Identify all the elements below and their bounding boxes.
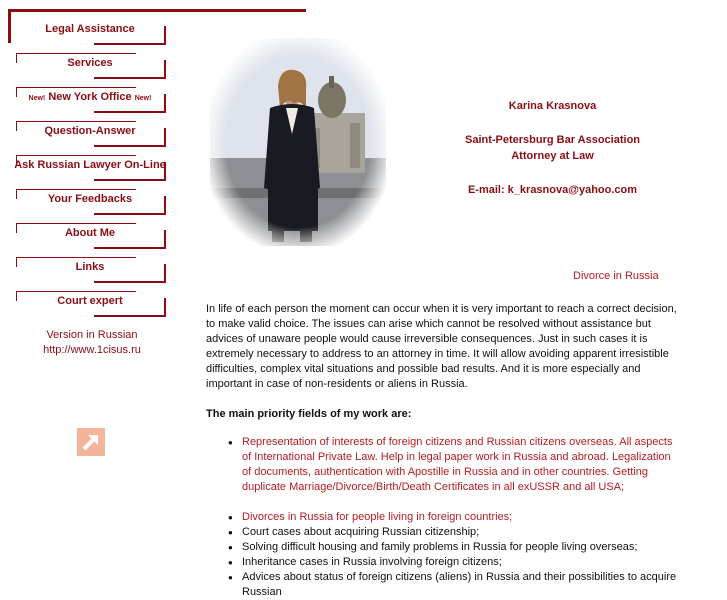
nav-item-about-me[interactable] xyxy=(14,218,170,252)
nav-item-legal-assistance[interactable] xyxy=(14,14,170,48)
priority-list xyxy=(206,435,682,600)
nav-item-services[interactable] xyxy=(14,48,170,82)
divorce-in-russia-link[interactable]: Divorce in Russia xyxy=(573,270,659,282)
new-badge: New! xyxy=(28,95,46,102)
russian-site-url[interactable]: http://www.1cisus.ru xyxy=(43,344,141,356)
list-item-link[interactable]: ● Divorces in Russia for people living in foreign countries; xyxy=(242,510,682,525)
russian-version-block xyxy=(14,328,170,358)
nav-item-ask-lawyer-online[interactable] xyxy=(14,150,170,184)
attorney-photo xyxy=(210,38,386,246)
list-item: ● Advices about status of foreign citizens (aliens) in Russia and their possibilities to acquire Russian xyxy=(242,570,682,600)
list-item: ● Solving difficult housing and family problems in Russia for people living overseas; xyxy=(242,540,682,555)
nav-item-label: Court expert xyxy=(57,295,123,307)
russian-version-link[interactable]: Version in Russian xyxy=(46,329,138,341)
nav-item-label: Links xyxy=(75,261,105,273)
list-item: ● Court cases about acquiring Russian citizenship; xyxy=(242,525,682,540)
nav-item-label: Legal Assistance xyxy=(45,23,135,35)
list-item: ● Inheritance cases in Russia involving foreign citizens; xyxy=(242,555,682,570)
profile-block xyxy=(420,100,685,196)
attorney-name: Karina Krasnova xyxy=(508,100,597,112)
email-link[interactable]: E-mail: k_krasnova@yahoo.com xyxy=(467,184,638,196)
intro-paragraph: In life of each person the moment can occur when it is very important to reach a correct decision, to make valid choice. The issues can arise which cannot be resolved without assistance but advices of unaware people would cause irreversible consequences. Just in such cases it is extremely necessary to address to an attorney in time. It will allow avoiding apparent irresistible difficulties, complex vital situations and possible bad results. And it is more especially and important in case of non-residents or aliens in Russia. xyxy=(206,303,677,390)
new-badge: New! xyxy=(134,95,152,102)
nav-item-your-feedbacks[interactable] xyxy=(14,184,170,218)
nav-item-links[interactable] xyxy=(14,252,170,286)
nav-item-court-expert[interactable] xyxy=(14,286,170,320)
nav-item-label: Question-Answer xyxy=(44,125,136,137)
main-content xyxy=(206,302,682,600)
sidebar-nav xyxy=(14,14,170,320)
bar-association: Saint-Petersburg Bar Association xyxy=(464,134,641,146)
nav-item-label: About Me xyxy=(64,227,116,239)
nav-item-new-york-office[interactable] xyxy=(14,82,170,116)
priority-heading: The main priority fields of my work are: xyxy=(206,408,412,420)
list-item-link[interactable]: ● Representation of interests of foreign citizens and Russian citizens overseas. All aspects of International Private Law. Help in legal paper work in Russia and abroad. Legalization of documents, authentication with Apostille in Russia and in other countries. Getting duplicate Marriage/Divorce/Birth/Death Certificates in all exUSSR and all USA; xyxy=(242,435,682,495)
attorney-title: Attorney at Law xyxy=(511,150,594,162)
nav-left-border xyxy=(8,9,11,43)
nav-item-question-answer[interactable] xyxy=(14,116,170,150)
nav-top-border xyxy=(8,9,306,12)
nav-item-label: Services xyxy=(67,57,113,69)
arrow-up-right-icon[interactable] xyxy=(77,428,105,456)
nav-item-label: Ask Russian Lawyer On-Line xyxy=(14,159,166,171)
nav-item-label: Your Feedbacks xyxy=(47,193,133,205)
nav-item-label: New! New York Office New! xyxy=(28,91,152,103)
